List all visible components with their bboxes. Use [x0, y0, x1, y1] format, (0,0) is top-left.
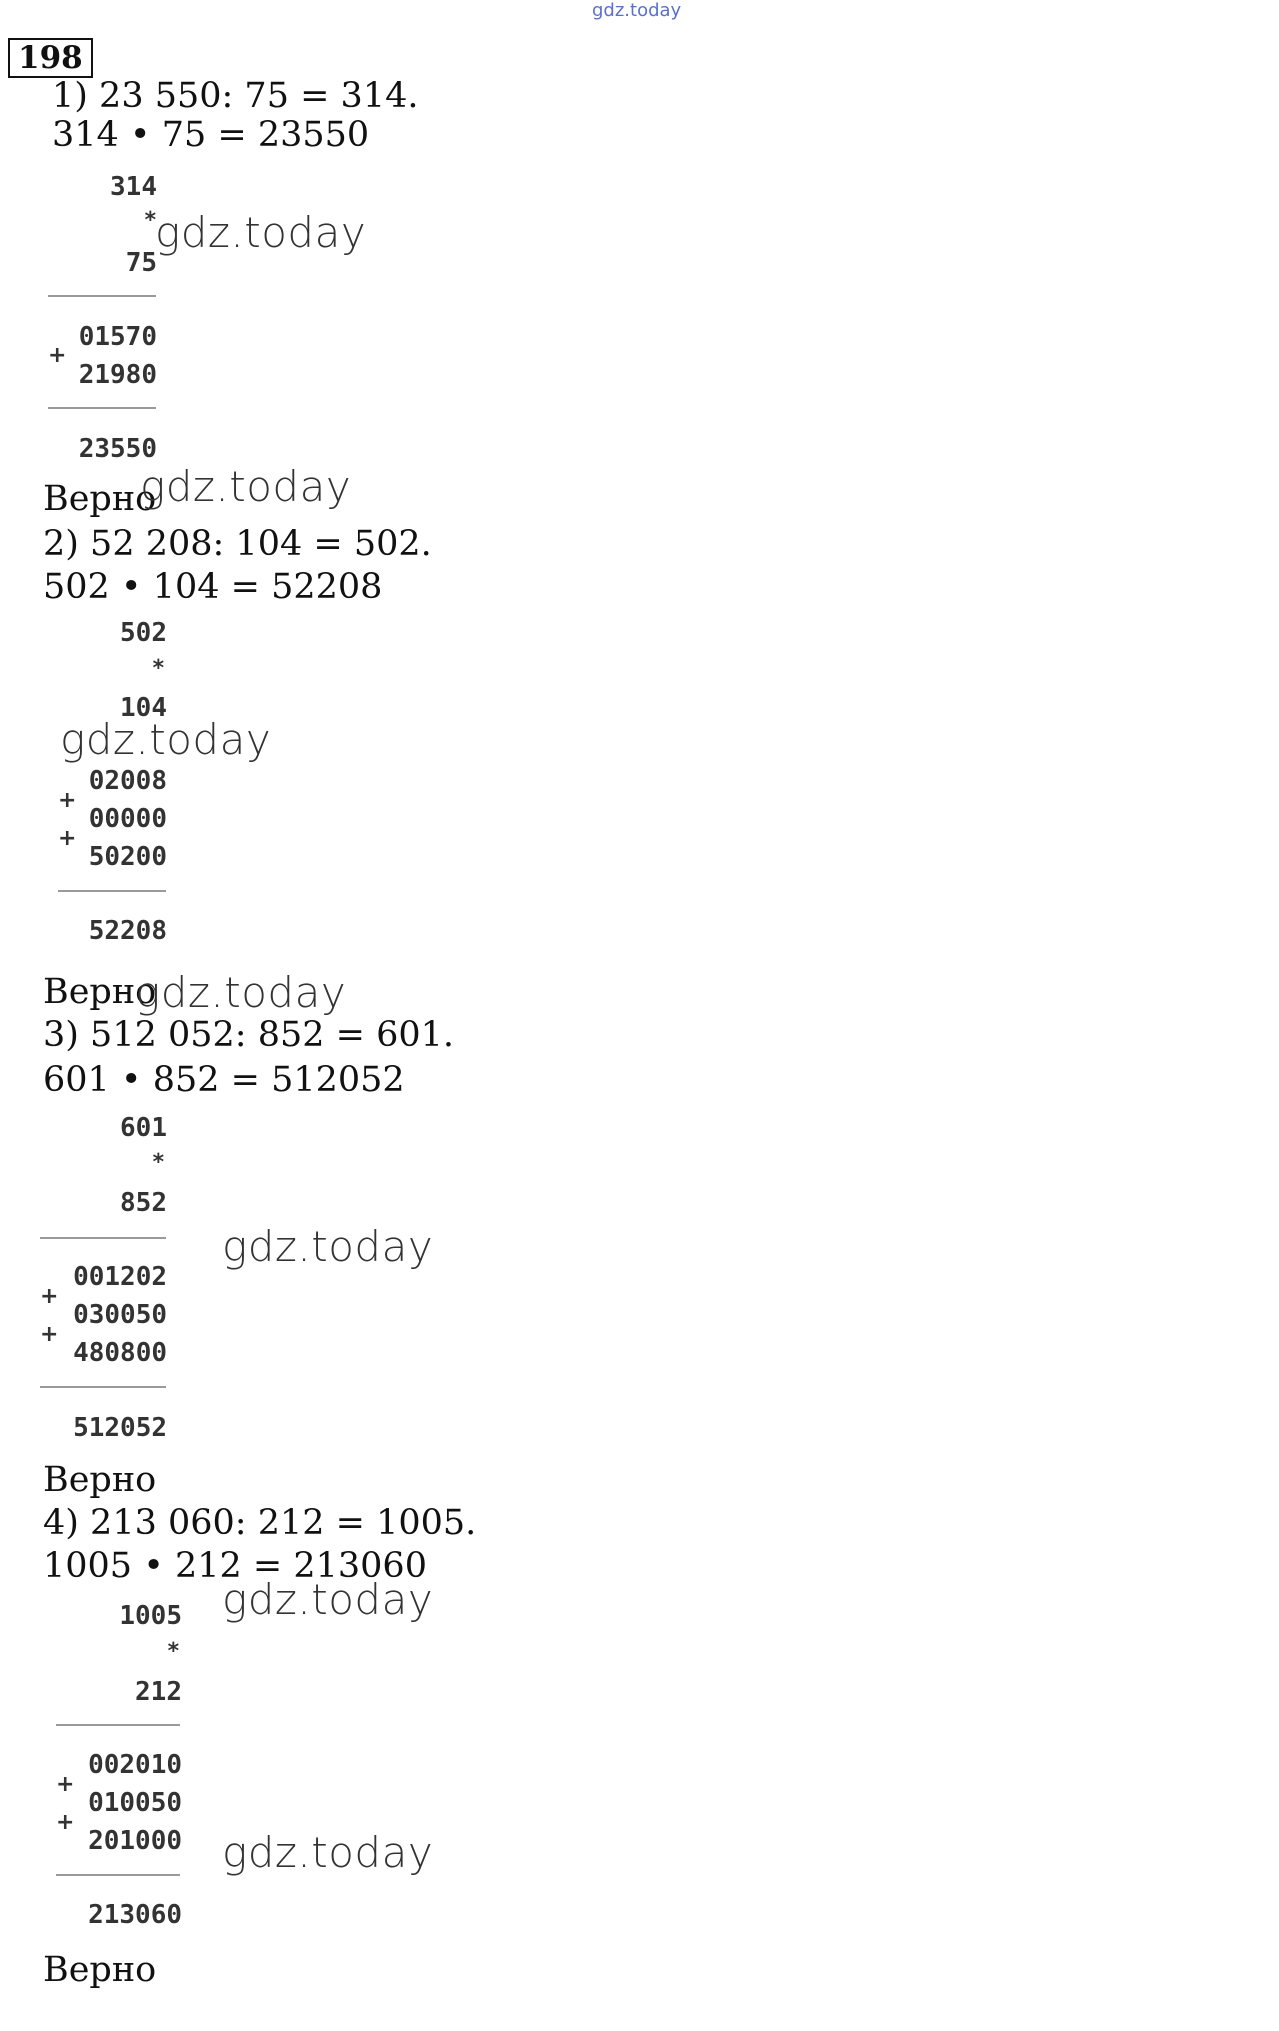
watermark-6: gdz.today: [222, 1575, 434, 1624]
part-4-verdict: Верно: [43, 1950, 157, 1990]
part-4-partial-3: 201000: [88, 1826, 182, 1856]
part-2-plus-1: +: [58, 788, 77, 813]
watermark-1: gdz.today: [155, 208, 367, 257]
part-4-rule-bottom: [56, 1874, 180, 1876]
part-4-plus-1: +: [56, 1772, 75, 1797]
part-4-multiplicand: 1005: [119, 1601, 182, 1631]
part-3-statement: 3) 512 052: 852 = 601.: [43, 1015, 455, 1055]
part-3-rule-top: [40, 1237, 166, 1239]
part-3-check: 601 • 852 = 512052: [43, 1060, 405, 1100]
watermark-7: gdz.today: [222, 1828, 434, 1877]
part-1-verdict: Верно: [43, 479, 157, 519]
part-1-check: 314 • 75 = 23550: [52, 115, 370, 155]
part-2-statement: 2) 52 208: 104 = 502.: [43, 524, 432, 564]
part-1-multiplier: 75: [125, 248, 157, 278]
problem-number: 198: [8, 38, 93, 78]
part-4-rule-top: [56, 1724, 180, 1726]
watermark-3: gdz.today: [60, 715, 272, 764]
part-1-partial-1: 01570: [78, 322, 157, 352]
part-3-partial-3: 480800: [73, 1338, 167, 1368]
part-1-multiplicand: 314: [110, 172, 157, 202]
part-2-operator: *: [151, 656, 165, 681]
part-3-rule-bottom: [40, 1386, 166, 1388]
part-4-plus-2: +: [56, 1810, 75, 1835]
part-2-partial-2: 00000: [88, 804, 167, 834]
part-2-multiplicand: 502: [120, 618, 167, 648]
part-3-multiplicand: 601: [120, 1113, 167, 1143]
part-1-statement: 1) 23 550: 75 = 314.: [52, 76, 419, 116]
watermark-5: gdz.today: [222, 1222, 434, 1271]
part-3-plus-1: +: [40, 1284, 59, 1309]
part-2-partial-3: 50200: [88, 842, 167, 872]
part-3-result: 512052: [73, 1413, 167, 1443]
part-2-multiplier: 104: [120, 693, 167, 723]
part-3-partial-1: 001202: [73, 1262, 167, 1292]
part-1-plus-1: +: [48, 343, 67, 368]
part-3-verdict: Верно: [43, 1460, 157, 1500]
part-4-operator: *: [166, 1639, 180, 1664]
part-2-verdict: Верно: [43, 972, 157, 1012]
part-2-plus-2: +: [58, 826, 77, 851]
part-3-multiplier: 852: [120, 1188, 167, 1218]
part-3-operator: *: [151, 1150, 165, 1175]
part-2-check: 502 • 104 = 52208: [43, 567, 383, 607]
part-1-result: 23550: [78, 434, 157, 464]
part-2-rule-bottom: [58, 890, 166, 892]
part-4-statement: 4) 213 060: 212 = 1005.: [43, 1503, 477, 1543]
part-2-partial-1: 02008: [88, 766, 167, 796]
part-2-result: 52208: [88, 916, 167, 946]
part-4-result: 213060: [88, 1900, 182, 1930]
watermark-4: gdz.today: [135, 968, 347, 1017]
part-4-partial-2: 010050: [88, 1788, 182, 1818]
part-1-rule-top: [48, 295, 156, 297]
part-4-multiplier: 212: [135, 1677, 182, 1707]
part-4-partial-1: 002010: [88, 1750, 182, 1780]
part-1-partial-2: 21980: [78, 360, 157, 390]
part-4-check: 1005 • 212 = 213060: [43, 1546, 427, 1586]
watermark-2: gdz.today: [140, 462, 352, 511]
part-3-partial-2: 030050: [73, 1300, 167, 1330]
top-watermark: gdz.today: [592, 0, 682, 21]
part-1-rule-bottom: [48, 407, 156, 409]
part-3-plus-2: +: [40, 1322, 59, 1347]
part-1-operator: *: [143, 208, 157, 233]
